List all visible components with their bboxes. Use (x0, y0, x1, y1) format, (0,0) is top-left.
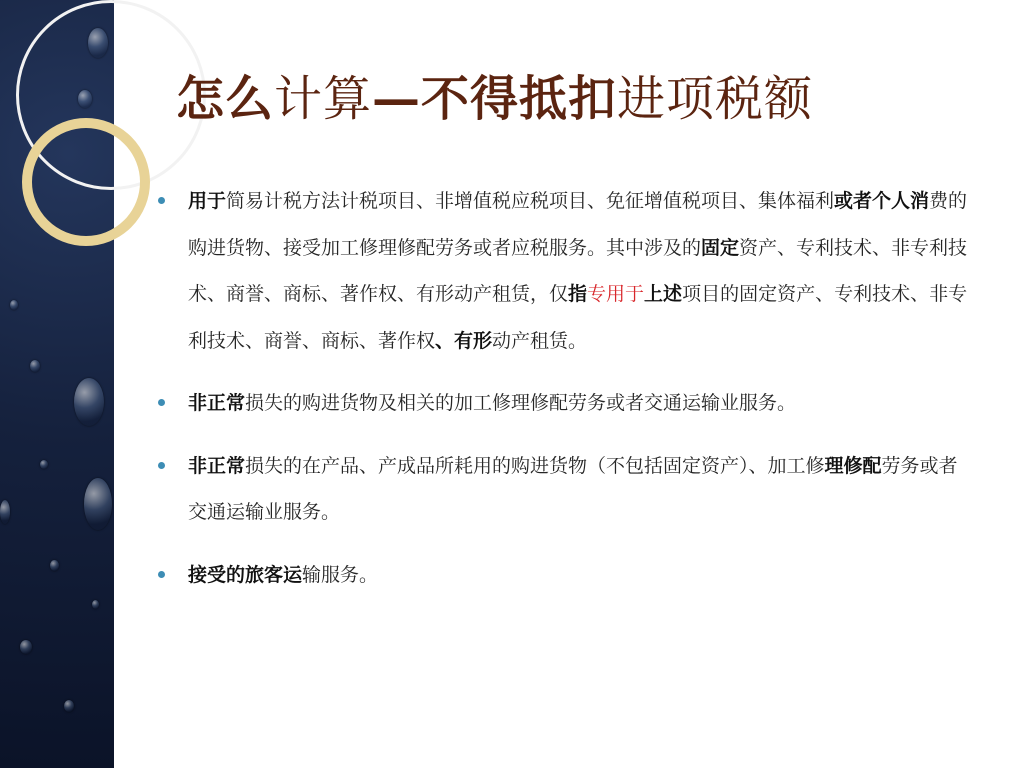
text-segment: 指 (568, 283, 588, 305)
bullet-dot-icon (158, 399, 165, 406)
text-segment: 、有形 (435, 329, 493, 352)
text-segment: 上述 (644, 283, 683, 305)
bullet-dot-icon (158, 571, 165, 578)
text-segment: 劳务或者交通运输业服务。 (188, 454, 958, 523)
text-segment: 非正常 (188, 392, 246, 414)
bullet-item (158, 443, 973, 536)
title-part3: —不得抵扣 (372, 71, 618, 127)
text-segment: 固定 (701, 236, 740, 259)
text-segment: 项目的固定资产、专利技术、非专利技术、商誉、商标、著作权 (188, 283, 968, 352)
text-segment: 接受的旅客运 (188, 563, 303, 586)
bullet-dot-icon (158, 462, 165, 469)
text-segment: 资产、专利技术、非专利技术、商誉、商标、著作权、有形动产租赁，仅 (188, 236, 968, 305)
water-drop (40, 460, 48, 469)
water-drop (84, 478, 112, 530)
bullet-item (158, 380, 973, 427)
text-segment: 理修配 (824, 454, 882, 477)
bullet-item (158, 552, 973, 599)
water-drop (30, 360, 40, 372)
water-drop (10, 300, 18, 310)
text-segment: 用于 (188, 190, 227, 212)
text-segment: 专用于 (587, 283, 645, 305)
title-part4: 进项税额 (617, 71, 814, 127)
text-segment: 动产租赁。 (492, 329, 588, 352)
water-drop (92, 600, 99, 609)
slide-title (176, 60, 813, 129)
text-segment: 非正常 (188, 454, 246, 477)
bullet-item (158, 178, 973, 364)
title-part2: 计算 (274, 71, 373, 127)
bullet-dot-icon (158, 197, 165, 204)
water-drop (64, 700, 74, 712)
text-segment: 或者个人消 (834, 190, 930, 212)
text-segment: 费的购进货物、接受加工修理修配劳务或者应税服务。其中涉及的 (188, 190, 968, 259)
water-drop (50, 560, 59, 571)
title-part1: 怎么 (176, 71, 275, 127)
text-segment: 输服务。 (302, 563, 379, 586)
text-segment: 简易计税方法计税项目、非增值税应税项目、免征增值税项目、集体福利 (226, 190, 835, 212)
bullet-list (158, 178, 973, 598)
decorative-ring-gold (22, 118, 150, 246)
text-segment: 损失的购进货物及相关的加工修理修配劳务或者交通运输业服务。 (245, 392, 797, 414)
water-drop (20, 640, 32, 654)
text-segment: 损失的在产品、产成品所耗用的购进货物（不包括固定资产）、加工修 (245, 454, 825, 477)
water-drop (0, 500, 10, 524)
water-drop (74, 378, 104, 426)
